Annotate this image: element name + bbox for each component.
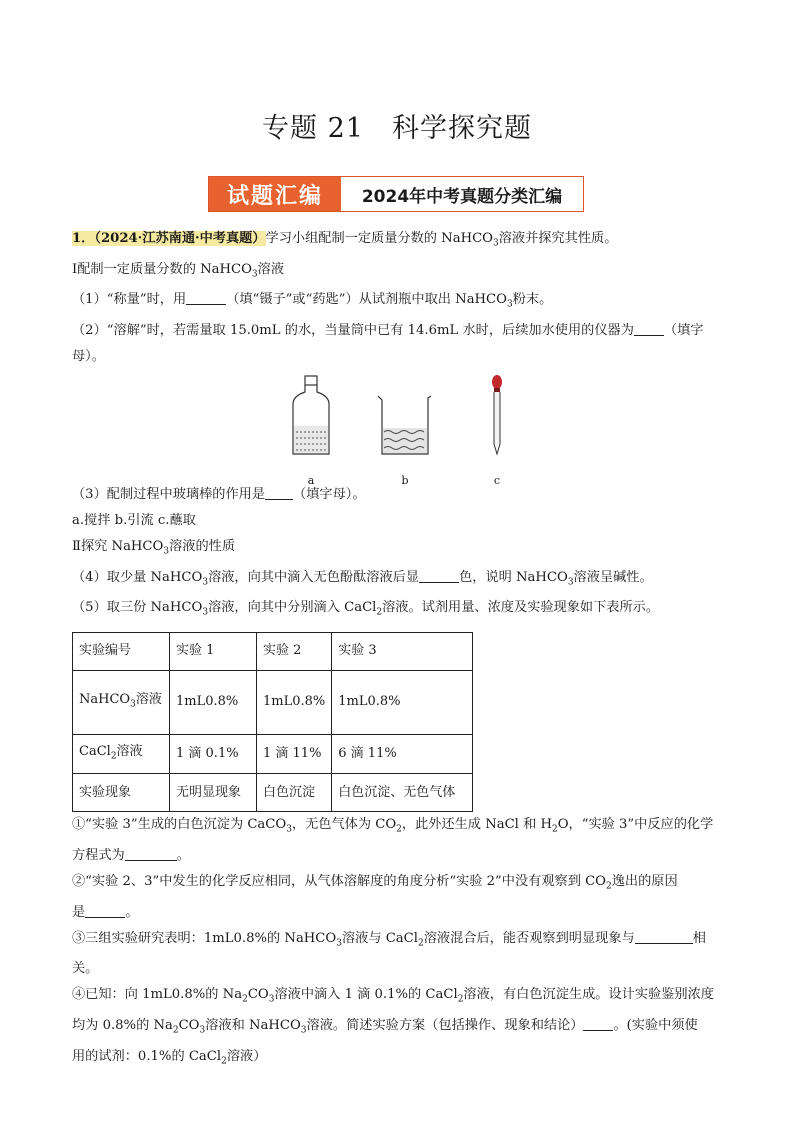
table-cell: 1mL0.8% [170,670,257,734]
table-cell: 无明显现象 [170,774,257,812]
table-cell: 1 滴 0.1% [170,734,257,774]
reagent-bottle-icon [290,374,332,458]
table-cell: 6 滴 11% [332,734,473,774]
banner-label: 试题汇编 [209,177,341,211]
sub-question-2: （2）“溶解”时，若需量取 15.0mL 的水，当量筒中已有 14.6mL 水时，后续加水使用的仪器为 （填字 [72,322,704,338]
answer-blank[interactable] [583,1016,613,1031]
sub-item-4: ④已知：向 1mL0.8%的 $Na_2CO_3$溶液中滴入 1 滴 0.1%的 CaCl$_2$溶液，有白色沉淀生成。设计实验鉴别浓度 [72,987,714,1005]
sub-item-2: ②“实验 2、3”中发生的化学反应相同，从气体溶解度的角度分析“实验 2”中没有观察到 $CO_2$逸出的原因 [72,874,678,892]
reagent-bottle-a [290,374,332,494]
table-row [73,670,473,734]
answer-blank[interactable] [265,485,293,500]
table-header: 实验编号 [73,632,170,670]
table-header: 实验 1 [170,632,257,670]
question-intro: 1．（2024·江苏南通·中考真题）学习小组配制一定质量分数的 NaHCO$_3$溶液并探究其性质。 [72,231,618,249]
sub-question-4: （4）取少量 NaHCO$_3$溶液，向其中滴入无色酚酞溶液后显 色，说明 NaHCO$_3$溶液呈碱性。 [72,569,653,588]
page-title: 专题 21 科学探究题 [262,113,532,144]
question-source: 1．（2024·江苏南通·中考真题） [72,231,266,246]
figure-label-a: a [307,473,315,487]
part-2-heading: Ⅱ探究 NaHCO$_3$溶液的性质 [72,538,236,557]
figure-label-b: b [401,473,409,487]
sub-item-1: ①“实验 3”生成的白色沉淀为 CaCO$_3$，无色气体为 $CO_2$，此外还生成 NaCl 和 $H_2O$，“实验 3”中反应的化学 [72,817,714,836]
part-1-heading: Ⅰ配制一定质量分数的 NaHCO$_3$溶液 [72,261,285,280]
experiment-table [72,632,473,813]
figure-label-c: c [493,473,501,487]
table-row [73,734,473,774]
table-row [73,632,473,670]
table-cell: 白色沉淀、无色气体 [332,774,473,812]
apparatus-figure [72,370,722,487]
answer-blank[interactable] [635,929,693,944]
table-cell: 1 滴 11% [257,734,332,774]
answer-blank[interactable] [186,290,226,305]
answer-blank[interactable] [125,846,177,861]
sub-question-3: （3）配制过程中玻璃棒的作用是 （填字母）。 [72,486,366,502]
table-cell: 白色沉淀 [257,774,332,812]
section-banner [208,176,584,212]
table-header: 实验 3 [332,632,473,670]
question-1: 1．（2024·江苏南通·中考真题）学习小组配制一定质量分数的 NaHCO$_3$溶液并探究其性质。 Ⅰ配制一定质量分数的 NaHCO$_3$溶液 （1）“称量”时，用 （填“镊子”或“药匙”）从试剂瓶中取出 NaHCO$_3$粉末。 （2）“溶解”时，若需量取 15.0mL 的水，当量筒中已有 14.6mL 水时，后续加水使用的仪器为 （填字 母）。 a b c （3）配制过程中玻璃棒的作用是 （填字母）。 a.搅拌 b.引流 c.蘸取 Ⅱ探究 NaHCO$_3$溶液的性质 （4）取少量 NaHCO$_3$溶液，向其中滴入无色酚酞溶液后显 色，说明 NaHCO$_3$溶液呈碱性。 （5）取三份 NaHCO$_3$溶液，向其中分别滴入 CaCl$_2$溶液。试剂用量、浓度及实验现象如下表所示。 实验编号 实验 1 实验 2 实验 3 NaHCO$_3$溶液 1mL0.8% 1mL0.8% 1mL0.8% CaCl$_2$溶液 1 滴 0.1% 1 滴 11% 6 滴 11% 实验现象 无明显现象 白色沉淀 白色沉淀、无色气体 ①“实验 3”生成的白色沉淀为 CaCO$_3$，无色气体为 $CO_2$，此外还生成 NaCl 和 $H_2O$，“实验 3”中反应的化学 方程式为 。 ②“实验 2、3”中发生的化学反应相同，从气体溶解度的角度分析“实验 2”中没有观察到 $CO_2$逸出的原因 是 。 ③三组实验研究表明：1mL0.8%的 NaHCO$_3$溶液与 CaCl$_2$溶液混合后，能否观察到明显现象与 相 关。 ④已知：向 1mL0.8%的 $Na_2CO_3$溶液中滴入 1 滴 0.1%的 CaCl$_2$溶液，有白色沉淀生成。设计实验鉴别浓度 均为 0.8%的 $Na_2CO_3$溶液和 NaHCO$_3$溶液。简述实验方案（包括操作、现象和结论） 。(实验中须使 用的试剂：0.1%的 CaCl$_2$溶液） [72,226,722,1074]
sub-item-3: ③三组实验研究表明：1mL0.8%的 NaHCO$_3$溶液与 CaCl$_2$溶液混合后，能否观察到明显现象与 相 [72,930,706,949]
table-row-label: 实验现象 [73,774,170,812]
table-header: 实验 2 [257,632,332,670]
sub-question-5: （5）取三份 NaHCO$_3$溶液，向其中分别滴入 CaCl$_2$溶液。试剂用量、浓度及实验现象如下表所示。 [72,600,660,618]
beaker-icon [376,374,434,458]
table-cell: 1mL0.8% [332,670,473,734]
table-cell: 1mL0.8% [257,670,332,734]
sub-question-1: （1）“称量”时，用 （填“镊子”或“药匙”）从试剂瓶中取出 NaHCO$_3$粉末。 [72,292,553,310]
dropper-icon [482,374,512,458]
table-row-label: CaCl$_2$溶液 [73,734,170,774]
answer-blank[interactable] [634,321,664,336]
answer-blank[interactable] [85,903,125,918]
sub-question-3-options: a.搅拌 b.引流 c.蘸取 [72,512,196,528]
banner-subtitle: 2024年中考真题分类汇编 [361,186,563,207]
table-row [73,774,473,812]
answer-blank[interactable] [419,568,459,583]
dropper-c [482,374,512,494]
table-row-label: NaHCO$_3$溶液 [73,670,170,734]
beaker-b [376,374,434,494]
